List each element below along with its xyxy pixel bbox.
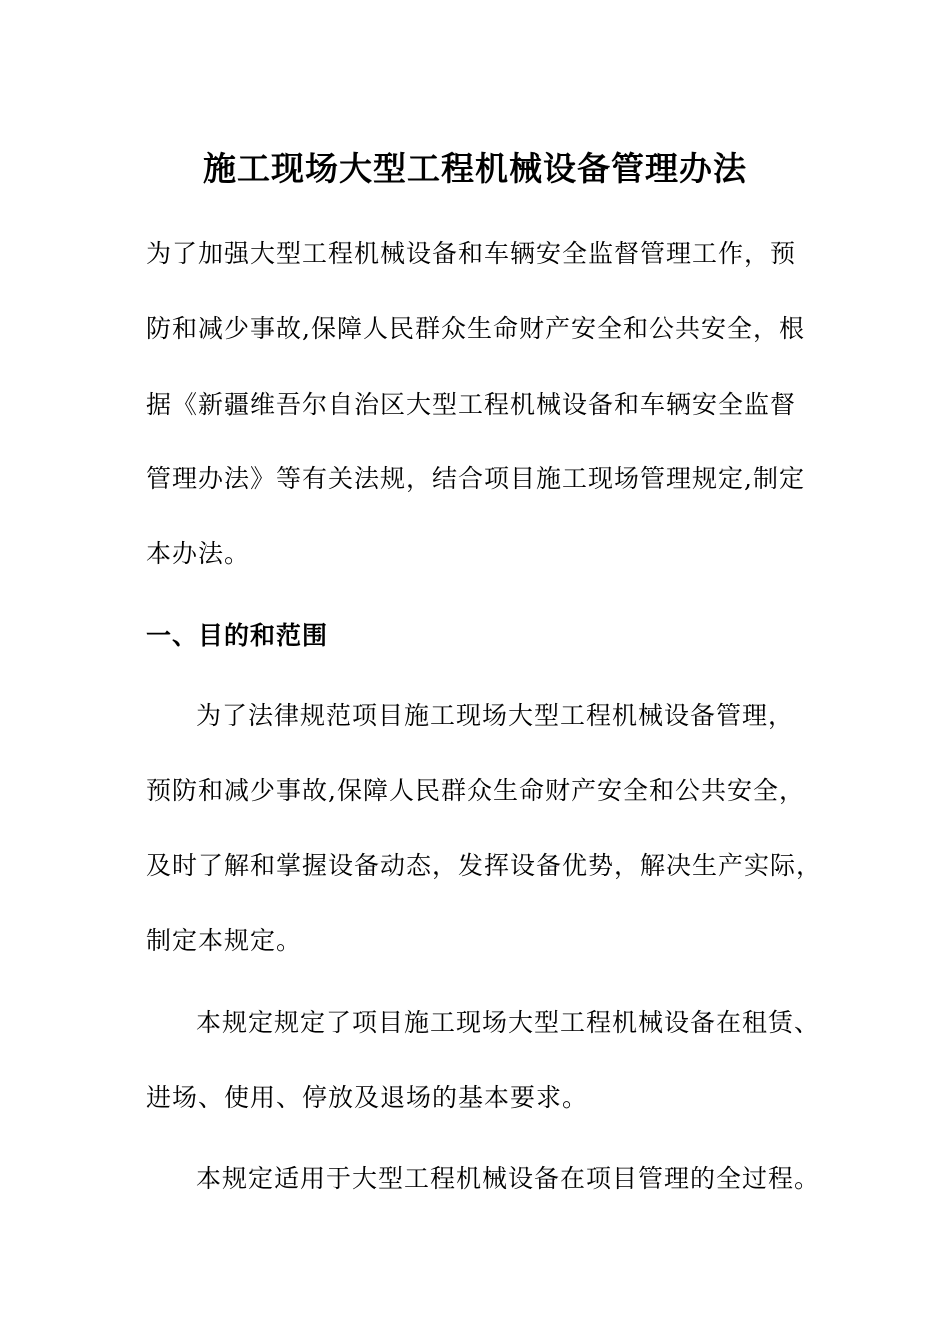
intro-line-1: 为了加强大型工程机械设备和车辆安全监督管理工作，预	[146, 239, 797, 268]
para1-line-3: 及时了解和掌握设备动态，发挥设备优势，解决生产实际，	[146, 851, 823, 880]
para1-line-1: 为了法律规范项目施工现场大型工程机械设备管理，	[196, 701, 795, 730]
intro-line-3: 据《新疆维吾尔自治区大型工程机械设备和车辆安全监督	[146, 390, 797, 419]
para1-line-2: 预防和减少事故,保障人民群众生命财产安全和公共安全，	[146, 776, 805, 805]
section-heading: 一、目的和范围	[146, 621, 329, 650]
intro-line-4: 管理办法》等有关法规，结合项目施工现场管理规定,制定	[146, 464, 805, 493]
intro-line-5: 本办法。	[146, 539, 251, 568]
para3-line-1: 本规定适用于大型工程机械设备在项目管理的全过程。	[196, 1164, 821, 1193]
para2-line-2: 进场、使用、停放及退场的基本要求。	[146, 1083, 589, 1112]
para1-line-4: 制定本规定。	[146, 926, 303, 955]
para2-line-1: 本规定规定了项目施工现场大型工程机械设备在租赁、	[196, 1008, 821, 1037]
document-title: 施工现场大型工程机械设备管理办法	[203, 149, 747, 188]
intro-line-2: 防和减少事故,保障人民群众生命财产安全和公共安全，根	[146, 314, 805, 343]
